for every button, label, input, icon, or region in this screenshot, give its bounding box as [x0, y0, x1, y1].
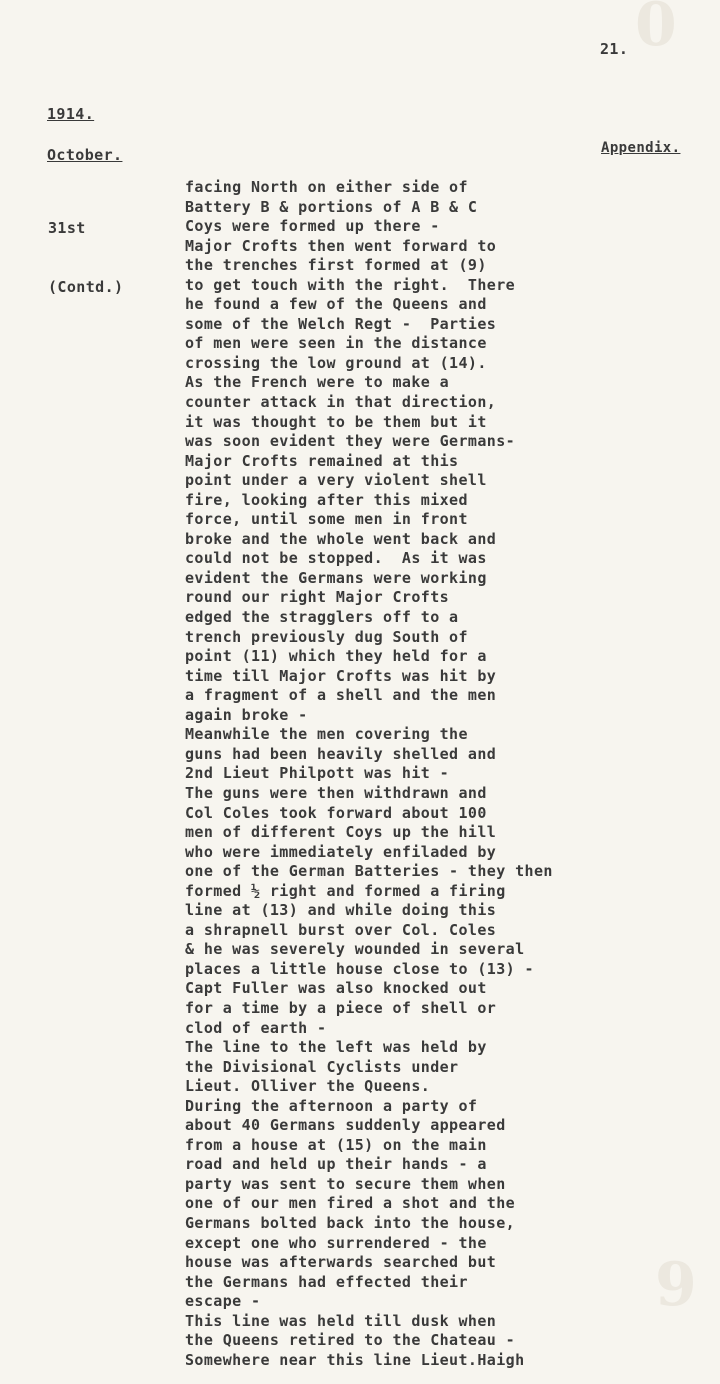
diary-line: for a time by a piece of shell or — [185, 998, 497, 1017]
diary-line: As the French were to make a — [185, 373, 450, 392]
year-heading: 1914. — [47, 105, 95, 123]
diary-line: to get touch with the right. There — [185, 275, 516, 294]
diary-line: The line to the left was held by — [185, 1038, 487, 1057]
diary-line: Col Coles took forward about 100 — [185, 803, 487, 822]
diary-line: he found a few of the Queens and — [185, 295, 487, 314]
diary-line: escape - — [185, 1292, 261, 1311]
diary-line: one of the German Batteries - they then — [185, 862, 553, 881]
diary-line: could not be stopped. As it was — [185, 549, 487, 568]
diary-line: the Germans had effected their — [185, 1272, 468, 1291]
diary-line: Germans bolted back into the house, — [185, 1213, 516, 1232]
diary-line: Major Crofts remained at this — [185, 451, 459, 470]
diary-line: fire, looking after this mixed — [185, 490, 468, 509]
diary-line: again broke - — [185, 705, 308, 724]
appendix-label: Appendix. — [601, 140, 681, 156]
date-day: 31st — [48, 219, 86, 237]
diary-line: line at (13) and while doing this — [185, 901, 497, 920]
diary-line: counter attack in that direction, — [185, 393, 497, 412]
diary-line: crossing the low ground at (14). — [185, 353, 487, 372]
diary-line: Major Crofts then went forward to — [185, 236, 497, 255]
diary-line: Coys were formed up there - — [185, 217, 440, 236]
diary-line: who were immediately enfiladed by — [185, 842, 497, 861]
diary-line: The guns were then withdrawn and — [185, 783, 487, 802]
diary-line: the Divisional Cyclists under — [185, 1057, 459, 1076]
diary-line: point under a very violent shell — [185, 471, 487, 490]
diary-line: one of our men fired a shot and the — [185, 1194, 516, 1213]
diary-line: a shrapnell burst over Col. Coles — [185, 920, 497, 939]
diary-line: except one who surrendered - the — [185, 1233, 487, 1252]
diary-line: Somewhere near this line Lieut.Haigh — [185, 1350, 525, 1369]
diary-line: trench previously dug South of — [185, 627, 468, 646]
diary-line: point (11) which they held for a — [185, 647, 487, 666]
diary-line: was soon evident they were Germans- — [185, 432, 516, 451]
diary-line: places a little house close to (13) - — [185, 959, 534, 978]
diary-line: it was thought to be them but it — [185, 412, 487, 431]
diary-line: edged the stragglers off to a — [185, 608, 459, 627]
diary-line: some of the Welch Regt - Parties — [185, 314, 497, 333]
diary-line: broke and the whole went back and — [185, 529, 497, 548]
diary-line: Lieut. Olliver the Queens. — [185, 1077, 431, 1096]
diary-line: 2nd Lieut Philpott was hit - — [185, 764, 450, 783]
diary-line: Meanwhile the men covering the — [185, 725, 468, 744]
diary-line: & he was severely wounded in several — [185, 940, 525, 959]
diary-line: Battery B & portions of A B & C — [185, 197, 478, 216]
diary-line: party was sent to secure them when — [185, 1174, 506, 1193]
diary-line: men of different Coys up the hill — [185, 823, 497, 842]
diary-line: the trenches first formed at (9) — [185, 256, 487, 275]
diary-line: formed ½ right and formed a firing — [185, 881, 506, 900]
diary-line: evident the Germans were working — [185, 568, 487, 587]
diary-line: time till Major Crofts was hit by — [185, 666, 497, 685]
diary-line: of men were seen in the distance — [185, 334, 487, 353]
diary-body — [185, 178, 553, 1370]
diary-line: facing North on either side of — [185, 178, 468, 196]
diary-line: guns had been heavily shelled and — [185, 744, 497, 763]
diary-line: the Queens retired to the Chateau - — [185, 1331, 516, 1350]
diary-line: Capt Fuller was also knocked out — [185, 979, 487, 998]
diary-line: a fragment of a shell and the men — [185, 686, 497, 705]
diary-line: This line was held till dusk when — [185, 1311, 497, 1330]
page-number: 21. — [600, 40, 629, 58]
watermark-mark-bottom: 9 — [655, 1250, 697, 1320]
diary-line: clod of earth - — [185, 1018, 327, 1037]
diary-line: During the afternoon a party of — [185, 1096, 478, 1115]
diary-line: house was afterwards searched but — [185, 1253, 497, 1272]
diary-line: from a house at (15) on the main — [185, 1135, 487, 1154]
diary-line: road and held up their hands - a — [185, 1155, 487, 1174]
diary-line: force, until some men in front — [185, 510, 468, 529]
date-note: (Contd.) — [48, 277, 124, 296]
month-heading: October. — [47, 146, 123, 164]
diary-line: about 40 Germans suddenly appeared — [185, 1116, 506, 1135]
date-column — [48, 180, 123, 336]
watermark-mark-top: 0 — [635, 0, 677, 60]
diary-line: round our right Major Crofts — [185, 588, 450, 607]
